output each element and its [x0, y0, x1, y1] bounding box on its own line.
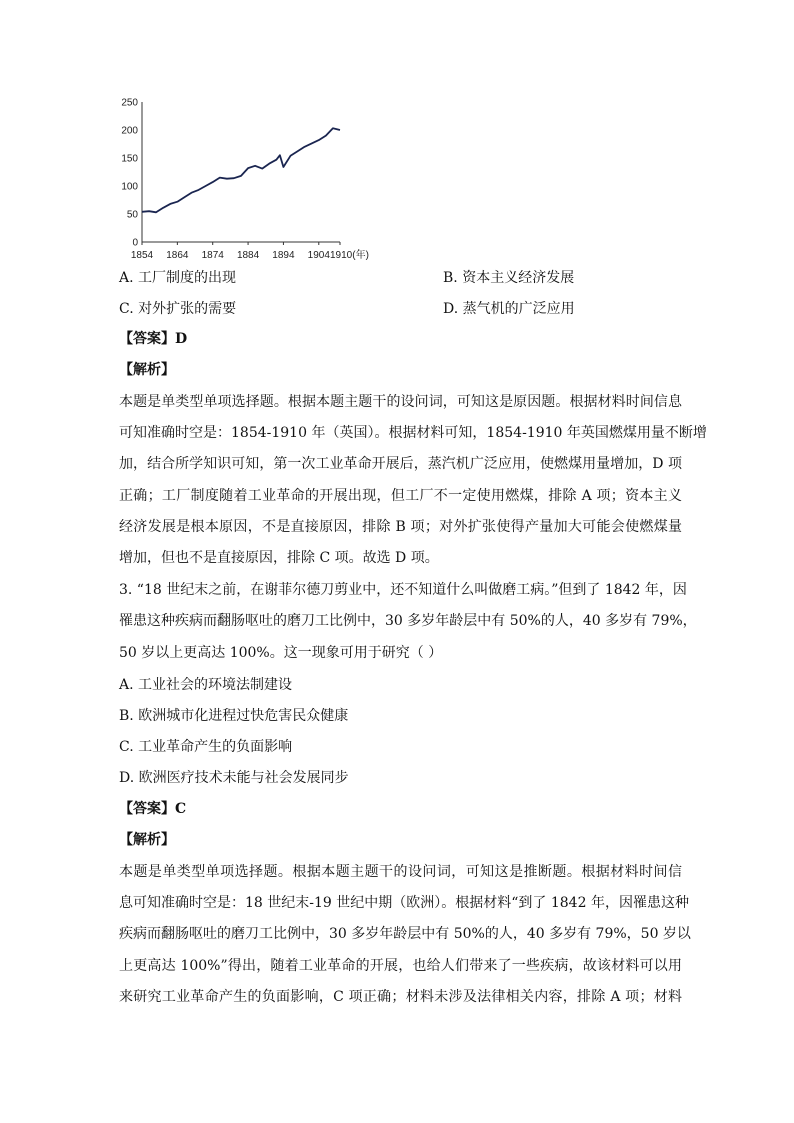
q3-option-a: A. 工业社会的环境法制建设	[119, 677, 293, 693]
q2-option-c: C. 对外扩张的需要	[119, 301, 237, 317]
q3-option-b: B. 欧洲城市化进程过快危害民众健康	[119, 708, 349, 724]
q2-option-a: A. 工厂制度的出现	[119, 270, 237, 286]
q3-analysis-line: 疾病而翻肠呕吐的磨刀工比例中，30 多岁年龄层中有 50%的人，40 多岁有 79%，50 岁以	[119, 926, 691, 942]
q2-analysis-line: 可知准确时空是：1854-1910 年（英国）。根据材料可知，1854-1910 年英国燃煤用量不断增	[119, 425, 707, 441]
q2-option-d: D. 蒸气机的广泛应用	[443, 301, 575, 317]
x-tick-label: 1904	[307, 250, 330, 261]
q2-analysis-line: 本题是单类型单项选择题。根据本题主题干的设问词，可知这是原因题。根据材料时间信息	[119, 394, 682, 410]
q2-analysis-line: 加，结合所学知识可知，第一次工业革命开展后，蒸汽机广泛应用，使燃煤用量增加，D 项	[119, 456, 682, 472]
coal-usage-series-line	[142, 128, 340, 212]
q3-stem-line: 3. “18 世纪末之前，在谢菲尔德刀剪业中，还不知道什么叫做磨工病。”但到了 1842 年，因	[119, 582, 687, 598]
q3-answer: 【答案】C	[119, 801, 187, 817]
q3-analysis-line: 息可知准确时空是：18 世纪末-19 世纪中期（欧洲）。根据材料“到了 1842 年，因罹患这种	[119, 895, 689, 911]
y-tick-label: 0	[132, 237, 138, 249]
q2-analysis-line: 增加，但也不是直接原因，排除 C 项。故选 D 项。	[119, 550, 439, 566]
y-tick-label: 200	[121, 125, 138, 137]
q3-option-c: C. 工业革命产生的负面影响	[119, 739, 293, 755]
q3-analysis-title: 【解析】	[119, 832, 175, 848]
y-tick-label: 250	[121, 97, 138, 109]
q2-analysis-title: 【解析】	[119, 362, 175, 378]
x-tick-label: 1884	[236, 250, 260, 261]
q3-analysis-line: 上更高达 100%”得出，随着工业革命的开展，也给人们带来了一些疾病，故该材料可以用	[119, 958, 682, 974]
x-tick-label: 1894	[272, 250, 295, 261]
line-chart-svg	[112, 92, 372, 264]
q3-analysis-line: 本题是单类型单项选择题。根据本题主题干的设问词，可知这是推断题。根据材料时间信	[119, 864, 682, 880]
q3-option-d: D. 欧洲医疗技术未能与社会发展同步	[119, 770, 349, 786]
q3-stem-line: 罹患这种疾病而翻肠呕吐的磨刀工比例中，30 多岁年龄层中有 50%的人，40 多岁有 79%，	[119, 613, 697, 629]
x-tick-label: 1874	[201, 250, 224, 261]
q2-analysis-line: 正确；工厂制度随着工业革命的开展出现，但工厂不一定使用燃煤，排除 A 项；资本主义	[119, 488, 682, 504]
x-tick-label: 1854	[130, 250, 154, 261]
y-tick-label: 100	[121, 181, 138, 193]
y-tick-label: 150	[121, 153, 138, 165]
q2-analysis-line: 经济发展是根本原因，不是直接原因，排除 B 项；对外扩张使得产量加大可能会使燃煤量	[119, 519, 682, 535]
q2-option-b: B. 资本主义经济发展	[443, 270, 575, 286]
q2-answer: 【答案】D	[119, 331, 188, 347]
q3-analysis-line: 来研究工业革命产生的负面影响，C 项正确；材料未涉及法律相关内容，排除 A 项；材料	[119, 989, 682, 1005]
q3-stem-line: 50 岁以上更高达 100%。这一现象可用于研究（ ）	[119, 645, 443, 661]
x-tick-label: 1864	[166, 250, 189, 261]
y-tick-label: 50	[126, 209, 138, 221]
coal-usage-chart	[112, 92, 372, 264]
x-tick-label: 1910(年)	[330, 250, 369, 261]
